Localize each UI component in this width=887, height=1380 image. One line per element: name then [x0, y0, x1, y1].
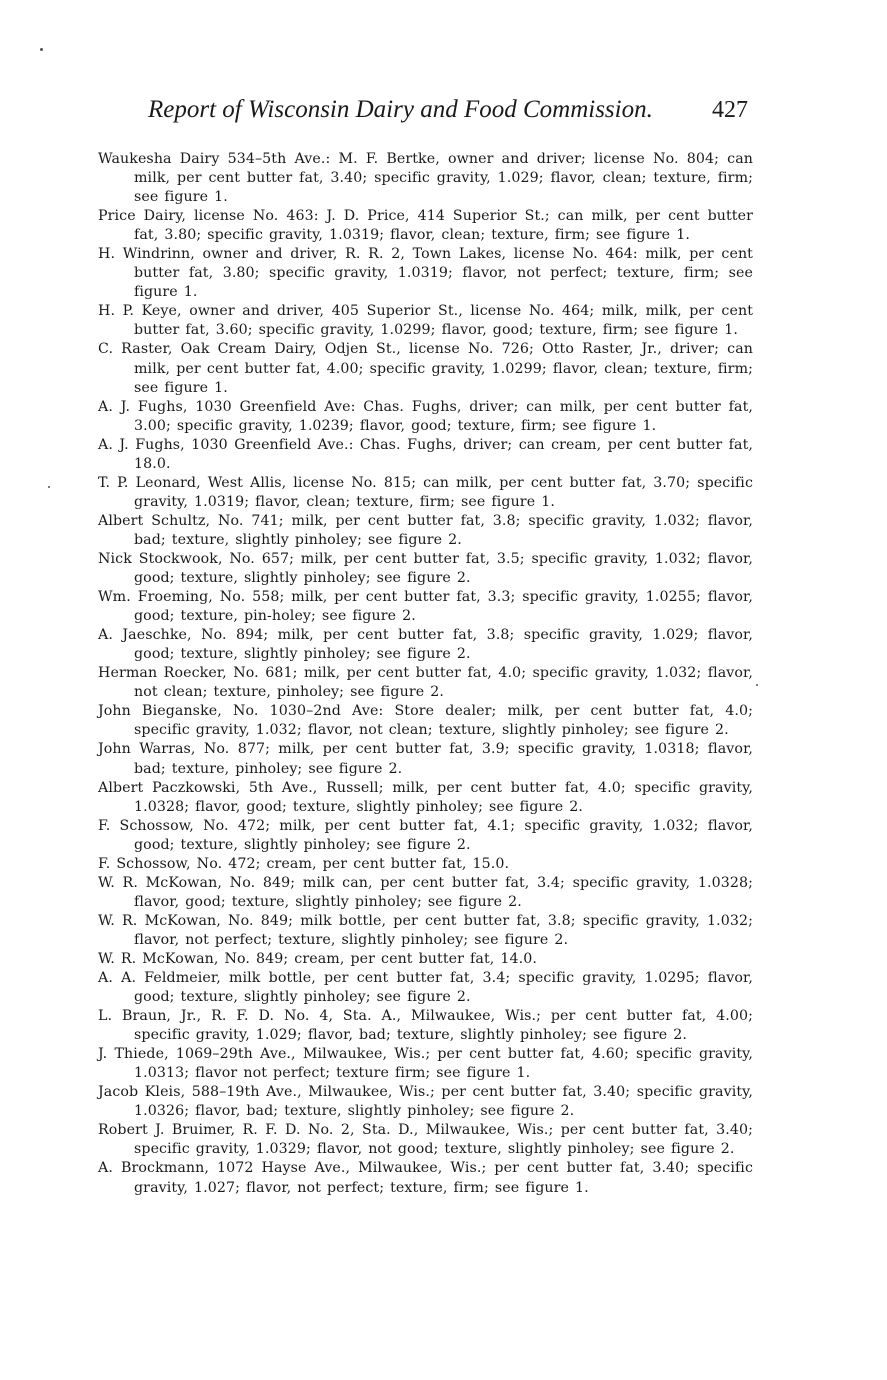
- scan-speck: [756, 684, 758, 686]
- list-item: T. P. Leonard, West Allis, license No. 815; can milk, per cent butter fat, 3.70; specific gravity, 1.0319; flavor, clean; texture, firm; see figure 1.: [98, 474, 753, 510]
- list-item: Nick Stockwook, No. 657; milk, per cent butter fat, 3.5; specific gravity, 1.032; flavor, good; texture, slightly pinholey; see figure 2.: [98, 550, 753, 587]
- list-item: Albert Paczkowski, 5th Ave., Russell; milk, per cent butter fat, 4.0; specific gravity, 1.0328; flavor, good; texture, slightly pinholey; see figure 2.: [98, 779, 753, 815]
- scan-speck: [48, 486, 50, 488]
- list-item: H. Windrinn, owner and driver, R. R. 2, Town Lakes, license No. 464: milk, per cent butter fat, 3.80; specific gravity, 1.0319; flavor, not perfect; texture, firm; see figure 1.: [98, 246, 753, 301]
- list-item: W. R. McKowan, No. 849; milk bottle, per cent butter fat, 3.8; specific gravity, 1.032; flavor, not perfect; texture, slightly pinholey; see figure 2.: [98, 912, 753, 948]
- list-item: W. R. McKowan, No. 849; milk can, per cent butter fat, 3.4; specific gravity, 1.0328; flavor, good; texture, slightly pinholey; see figure 2.: [98, 874, 753, 910]
- list-item: A. A. Feldmeier, milk bottle, per cent butter fat, 3.4; specific gravity, 1.0295; flavor, good; texture, slightly pinholey; see figure 2.: [98, 970, 753, 1006]
- list-item: Albert Schultz, No. 741; milk, per cent butter fat, 3.8; specific gravity, 1.032; flavor, bad; texture, slightly pinholey; see figure 2.: [98, 512, 753, 548]
- page-number: 427: [712, 97, 748, 123]
- inspection-entries-list: [98, 150, 753, 1198]
- list-item: Jacob Kleis, 588–19th Ave., Milwaukee, Wis.; per cent butter fat, 3.40; specific gravity, 1.0326; flavor, bad; texture, slightly pinholey; see figure 2.: [98, 1084, 753, 1120]
- list-item: F. Schossow, No. 472; milk, per cent butter fat, 4.1; specific gravity, 1.032; flavor, good; texture, slightly pinholey; see figure 2.: [98, 817, 753, 853]
- list-item: L. Braun, Jr., R. F. D. No. 4, Sta. A., Milwaukee, Wis.; per cent butter fat, 4.00; specific gravity, 1.029; flavor, bad; texture, slightly pinholey; see figure 2.: [98, 1008, 753, 1044]
- list-item: J. Thiede, 1069–29th Ave., Milwaukee, Wis.; per cent butter fat, 4.60; specific gravity, 1.0313; flavor not perfect; texture firm; see figure 1.: [98, 1046, 753, 1082]
- running-title: Report of Wisconsin Dairy and Food Commission.: [148, 96, 653, 123]
- list-item: Waukesha Dairy 534–5th Ave.: M. F. Bertke, owner and driver; license No. 804; can milk, per cent butter fat, 3.40; specific gravity, 1.029; flavor, clean; texture, firm; see figure 1.: [98, 151, 753, 206]
- list-item: C. Raster, Oak Cream Dairy, Odjen St., license No. 726; Otto Raster, Jr., driver; can milk, per cent butter fat, 4.00; specific gravity, 1.0299; flavor, clean; texture, firm; see figure 1.: [98, 341, 753, 396]
- list-item: H. P. Keye, owner and driver, 405 Superior St., license No. 464; milk, milk, per cent butter fat, 3.60; specific gravity, 1.0299; flavor, good; texture, firm; see figure 1.: [98, 303, 753, 339]
- list-item: A. Jaeschke, No. 894; milk, per cent butter fat, 3.8; specific gravity, 1.029; flavor, good; texture, slightly pinholey; see figure 2.: [98, 627, 753, 663]
- scan-speck: [40, 48, 43, 51]
- list-item: A. J. Fughs, 1030 Greenfield Ave.: Chas. Fughs, driver; can cream, per cent butter fat, 18.0.: [98, 436, 753, 472]
- list-item: A. J. Fughs, 1030 Greenfield Ave: Chas. Fughs, driver; can milk, per cent butter fat, 3.00; specific gravity, 1.0239; flavor, good; texture, firm; see figure 1.: [98, 398, 753, 434]
- list-item: Robert J. Bruimer, R. F. D. No. 2, Sta. D., Milwaukee, Wis.; per cent butter fat, 3.40; specific gravity, 1.0329; flavor, not good; texture, slightly pinholey; see figure 2.: [98, 1122, 753, 1158]
- list-item: Wm. Froeming, No. 558; milk, per cent butter fat, 3.3; specific gravity, 1.0255; flavor, good; texture, pin-holey; see figure 2.: [98, 589, 753, 625]
- list-item: Herman Roecker, No. 681; milk, per cent butter fat, 4.0; specific gravity, 1.032; flavor, not clean; texture, pinholey; see figure 2.: [98, 665, 753, 701]
- list-item: W. R. McKowan, No. 849; cream, per cent butter fat, 14.0.: [98, 950, 537, 967]
- running-header: [148, 96, 748, 124]
- list-item: A. Brockmann, 1072 Hayse Ave., Milwaukee, Wis.; per cent butter fat, 3.40; specific gravity, 1.027; flavor, not perfect; texture, firm; see figure 1.: [98, 1160, 753, 1196]
- list-item: John Bieganske, No. 1030–2nd Ave: Store dealer; milk, per cent butter fat, 4.0; specific gravity, 1.032; flavor, not clean; texture, slightly pinholey; see figure 2.: [98, 703, 753, 739]
- list-item: Price Dairy, license No. 463: J. D. Price, 414 Superior St.; can milk, per cent butter fat, 3.80; specific gravity, 1.0319; flavor, clean; texture, firm; see figure 1.: [98, 208, 753, 244]
- list-item: F. Schossow, No. 472; cream, per cent butter fat, 15.0.: [98, 855, 510, 872]
- list-item: John Warras, No. 877; milk, per cent butter fat, 3.9; specific gravity, 1.0318; flavor, bad; texture, pinholey; see figure 2.: [98, 741, 753, 777]
